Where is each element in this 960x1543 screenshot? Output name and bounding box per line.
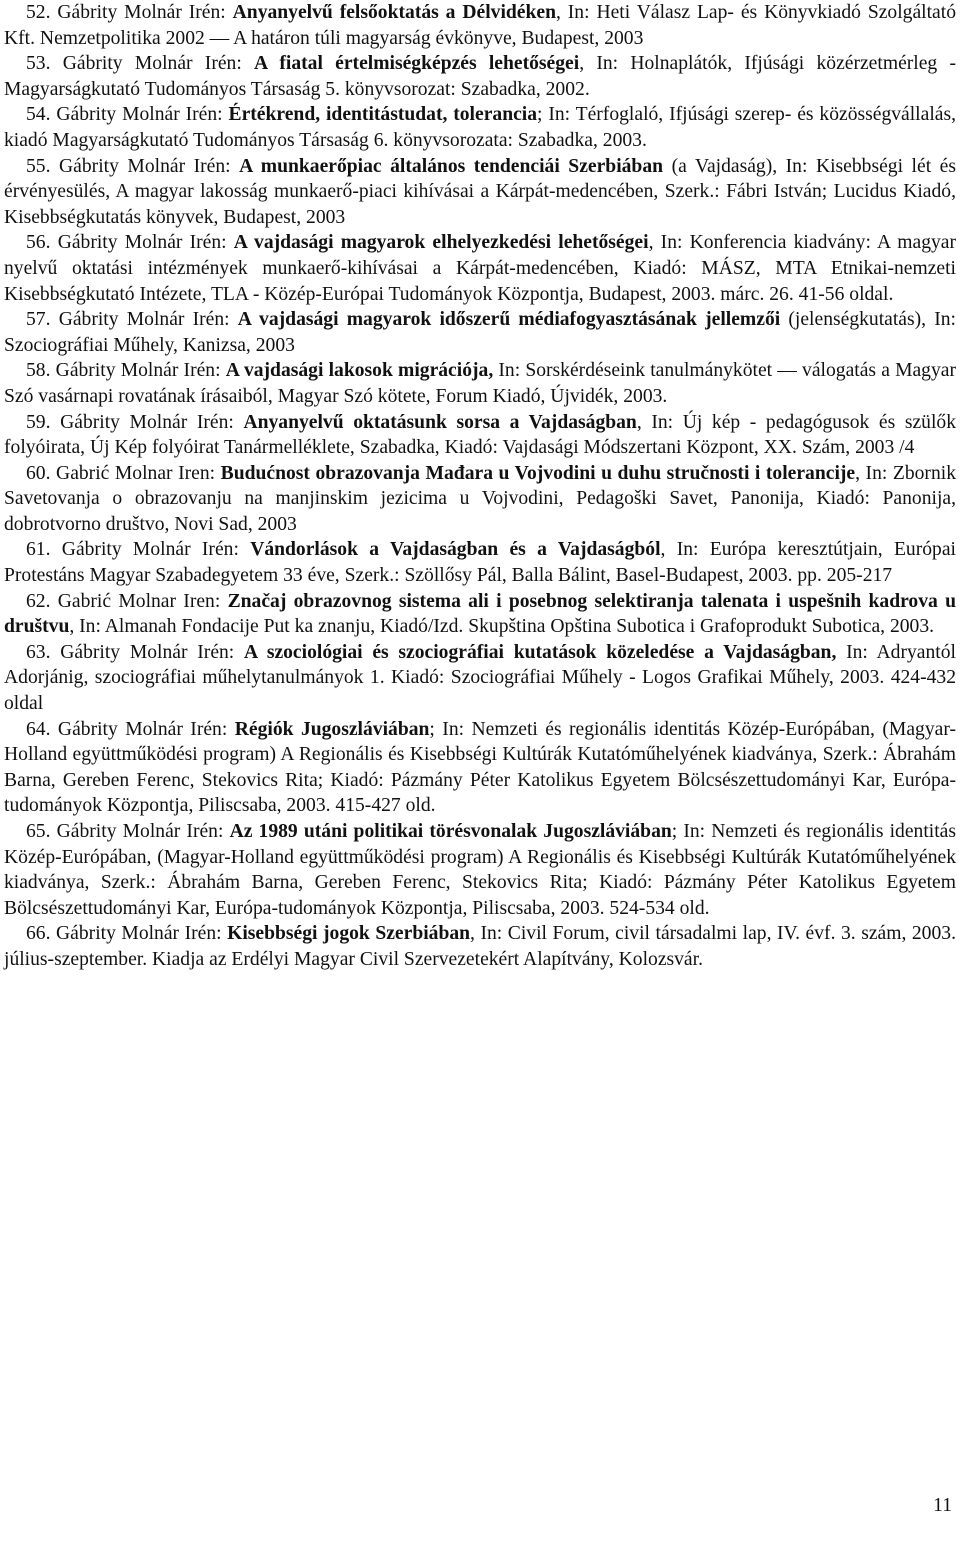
entry-number: 58. — [26, 360, 51, 382]
bibliography-entry-59 — [4, 410, 956, 461]
entry-author: Gábrity Molnár Irén: — [50, 232, 234, 254]
entry-title: Régiók Jugoszláviában — [234, 718, 430, 740]
entry-details: , In: Almanah Fondacije Put ka znanju, Kiadó/Izd. Skupština Opština Subotica i Grafoprodukt Subotica, 2003. — [69, 616, 935, 638]
entry-number: 59. — [26, 411, 51, 433]
bibliography-entry-63 — [4, 640, 956, 717]
entry-details: (jelenségkutatás), In: Szociográfiai Műhely, Kanizsa, 2003 — [4, 309, 956, 356]
entry-author: Gábrity Molnár Irén: — [50, 2, 233, 23]
entry-number: 65. — [26, 821, 51, 842]
entry-author: Gábrity Molnár Irén: — [50, 104, 229, 126]
bibliography-entry-61 — [4, 537, 956, 588]
bibliography-entry-54 — [4, 102, 956, 153]
entry-details: , In: Civil Forum, civil társadalmi lap, IV. évf. 3. szám, 2003. július-szeptember. Kiadja az Erdélyi Magyar Civil Szervezetekért Alapítvány, Kolozsvár. — [4, 923, 956, 970]
document-page — [4, 0, 956, 1543]
entry-title: A vajdasági magyarok elhelyezkedési lehetőségei — [233, 232, 649, 254]
entry-author: Gábrity Molnár Irén: — [50, 309, 238, 331]
entry-author: Gábrity Molnár Irén: — [50, 360, 226, 382]
bibliography-entry-58 — [4, 358, 956, 409]
bibliography-entry-53 — [4, 51, 956, 102]
entry-title: A vajdasági magyarok időszerű médiafogyasztásának jellemzői — [237, 309, 781, 331]
entry-author: Gábrity Molnár Irén: — [50, 718, 235, 740]
entry-number: 66. — [26, 923, 51, 945]
entry-details: In: Adryantól Adorjánig, szociográfiai műhelytanulmányok 1. Kiadó: Szociográfiai Műhely - Logos Grafikai Műhely, 2003. 424-432 oldal — [4, 641, 956, 715]
entry-details: (a Vajdaság), In: Kisebbségi lét és érvényesülés, A magyar lakosság munkaerő-piaci kihívásai a Kárpát-medencében, Szerk.: Fábri István; Lucidus Kiadó, Kisebbségkutatás könyvek, Budapest, 2003 — [4, 155, 956, 228]
entry-author: Gábrity Molnár Irén: — [50, 923, 228, 945]
entry-title: Értékrend, identitástudat, tolerancia — [228, 104, 538, 126]
entry-title: Anyanyelvű felsőoktatás a Délvidéken — [232, 2, 556, 23]
bibliography-entry-55 — [4, 154, 956, 231]
entry-number: 61. — [26, 539, 51, 561]
bibliography-entry-57 — [4, 307, 956, 358]
entry-author: Gabrić Molnar Iren: — [50, 462, 221, 484]
bibliography-entry-52 — [4, 0, 956, 51]
bibliography-entry-60 — [4, 461, 956, 538]
entry-title: Vándorlások a Vajdaságban és a Vajdaságból — [250, 539, 661, 561]
entry-number: 63. — [26, 641, 51, 663]
entry-number: 52. — [26, 2, 51, 23]
entry-title: Budućnost obrazovanja Mađara u Vojvodini u duhu stručnosti i tolerancije — [220, 462, 856, 484]
bibliography-list — [4, 0, 956, 973]
entry-details: , In: Heti Válasz Lap- és Könyvkiadó Szolgáltató Kft. Nemzetpolitika 2002 ― A határon túli magyarság évkönyve, Budapest, 2003 — [4, 2, 956, 49]
entry-author: Gábrity Molnár Irén: — [50, 641, 244, 663]
bibliography-entry-62 — [4, 589, 956, 640]
entry-author: Gábrity Molnár Irén: — [50, 411, 244, 433]
entry-title: A szociológiai és szociográfiai kutatások közeledése a Vajdaságban, — [244, 641, 837, 663]
entry-title: Kisebbségi jogok Szerbiában — [227, 923, 471, 945]
entry-title: Anyanyelvű oktatásunk sorsa a Vajdaságban — [243, 411, 637, 433]
entry-author: Gabrić Molnar Iren: — [50, 590, 228, 612]
page-number: 11 — [933, 1495, 952, 1516]
entry-title: Az 1989 utáni politikai törésvonalak Jugoszláviában — [229, 821, 672, 842]
entry-number: 53. — [26, 53, 51, 75]
entry-title: A fiatal értelmiségképzés lehetőségei — [254, 53, 580, 75]
entry-number: 64. — [26, 718, 51, 740]
entry-details: , In: Zbornik Savetovanja o obrazovanju na manjinskim jezicima u Vojvodini, Pedagoški Savet, Panonija, Kiadó: Panonija, dobrotvorno društvo, Novi Sad, 2003 — [4, 462, 956, 535]
entry-author: Gábrity Molnár Irén: — [50, 155, 240, 177]
entry-number: 60. — [26, 462, 51, 484]
entry-author: Gábrity Molnár Irén: — [50, 539, 251, 561]
entry-details: , In: Holnaplátók, Ifjúsági közérzetmérleg - Magyarságkutató Tudományos Társaság 5. könyvsorozat: Szabadka, 2002. — [4, 53, 957, 100]
entry-title: A vajdasági lakosok migrációja, — [225, 360, 494, 382]
bibliography-entry-65 — [4, 819, 956, 921]
bibliography-entry-66 — [4, 921, 956, 972]
entry-title: A munkaerőpiac általános tendenciái Szerbiában — [239, 155, 664, 177]
entry-details: In: Sorskérdéseink tanulmánykötet ― válogatás a Magyar Szó vasárnapi rovatának írásaiból, Magyar Szó kötete, Forum Kiadó, Újvidék, 2003. — [4, 360, 956, 407]
entry-number: 55. — [26, 155, 51, 177]
entry-number: 54. — [26, 104, 51, 126]
entry-details: ; In: Nemzeti és regionális identitás Közép-Európában, (Magyar-Holland együttműködési program) A Regionális és Kisebbségi Kultúrák Kutatóműhelyének kiadványa, Szerk.: Ábrahám Barna, Gereben Ferenc, Stekovics Rita; Kiadó: Pázmány Péter Katolikus Egyetem Bölcsészettudományi Kar, Európa-tudományok Központja, Piliscsaba, 2003. 415-427 old. — [4, 718, 956, 817]
entry-details: , In: Konferencia kiadvány: A magyar nyelvű oktatási intézmények munkaerő-kihívásai a Kárpát-medencében, Kiadó: MÁSZ, MTA Etnikai-nemzeti Kisebbségkutató Intézete, TLA - Közép-Európai Tudományok Központja, Budapest, 2003. márc. 26. 41-56 oldal. — [4, 232, 957, 305]
entry-details: ; In: Nemzeti és regionális identitás Közép-Európában, (Magyar-Holland együttműködési program) A Regionális és Kisebbségi Kultúrák Kutatóműhelyének kiadványa, Szerk.: Ábrahám Barna, Gereben Ferenc, Stekovics Rita; Kiadó: Pázmány Péter Katolikus Egyetem Bölcsészettudományi Kar, Európa-tudományok Központja, Piliscsaba, 2003. 524-534 old. — [4, 821, 956, 919]
entry-details: , In: Európa keresztútjain, Európai Protestáns Magyar Szabadegyetem 33 éve, Szerk.: Szöllősy Pál, Balla Bálint, Basel-Budapest, 2003. pp. 205-217 — [4, 539, 956, 587]
entry-number: 56. — [26, 232, 51, 254]
entry-title: Značaj obrazovnog sistema ali i posebnog selektiranja talenata i uspešnih kadrova u društvu — [4, 590, 956, 638]
bibliography-entry-56 — [4, 230, 956, 307]
entry-author: Gábrity Molnár Irén: — [50, 821, 230, 842]
entry-number: 62. — [26, 590, 51, 612]
entry-number: 57. — [26, 309, 51, 331]
bibliography-entry-64 — [4, 717, 956, 819]
entry-details: , In: Új kép - pedagógusok és szülők folyóirata, Új Kép folyóirat Tanármelléklete, Szabadka, Kiadó: Vajdasági Módszertani Központ, XX. Szám, 2003 /4 — [4, 411, 957, 459]
entry-author: Gábrity Molnár Irén: — [50, 53, 255, 75]
entry-details: ; In: Térfoglaló, Ifjúsági szerep- és közösségvállalás, kiadó Magyarságkutató Tudományos Társaság 6. könyvsorozata: Szabadka, 2003. — [4, 104, 956, 151]
